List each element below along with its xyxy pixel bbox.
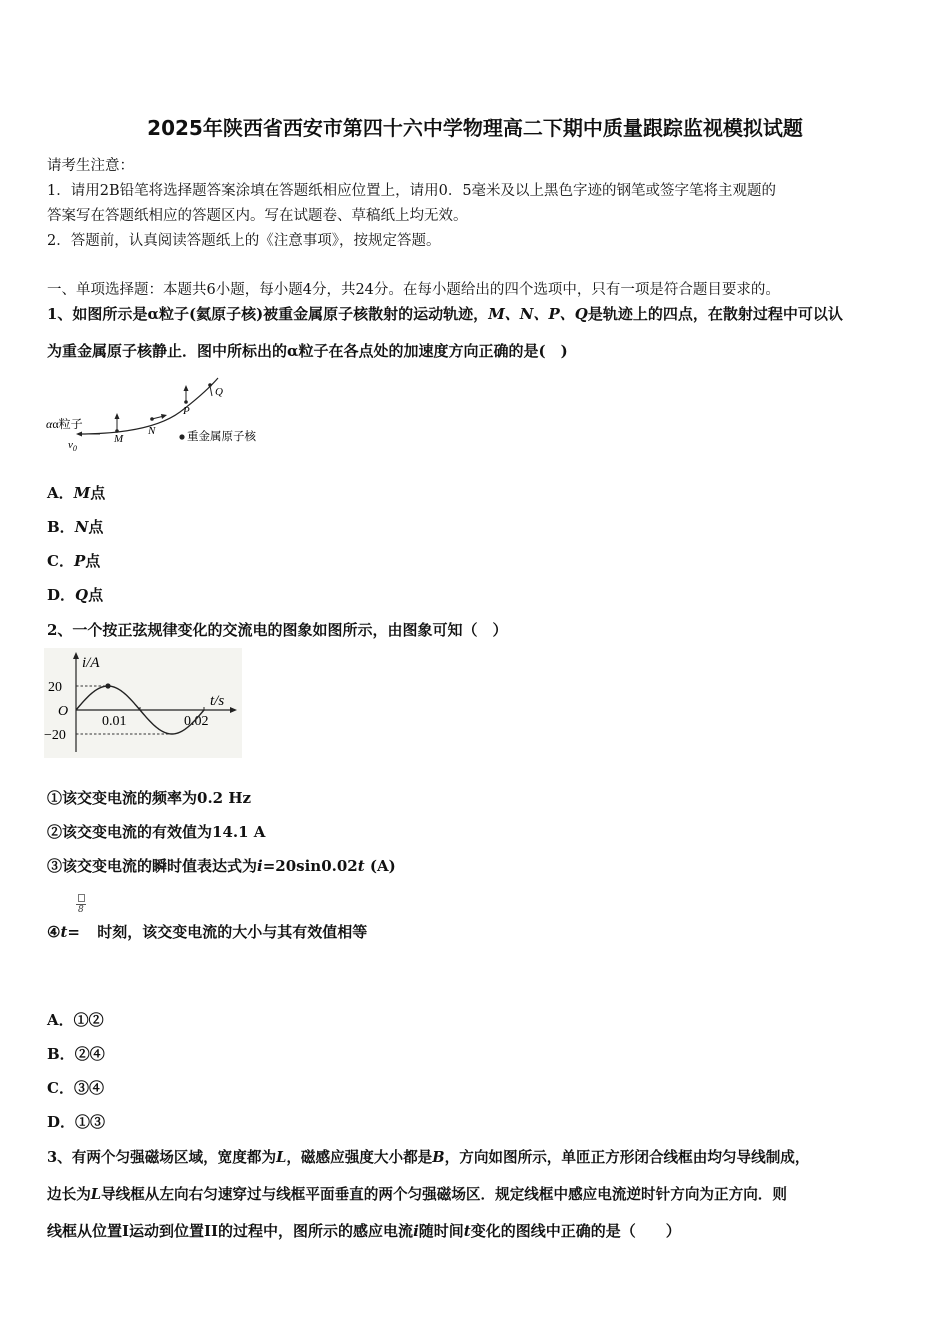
q2-option-c[interactable] [47,1077,104,1098]
option-letter: B． [47,518,75,536]
accel-arrowhead-n [161,414,167,419]
option-text: ①③ [75,1113,106,1131]
section-heading: 一、单项选择题：本题共6小题，每小题4分，共24分。在每小题给出的四个选项中，只有一项是符合题目要求的。 [47,282,780,298]
s4-text-a: ④ [47,923,61,941]
v0-arrowhead [76,432,82,437]
label-p: P [183,405,190,417]
option-letter: B． [47,1045,75,1063]
fraction [76,894,86,920]
s3-text-b: =20sin0.02 [262,857,358,875]
q2-current-chart [44,648,242,758]
option-letter: D． [47,1113,76,1131]
q2-option-a[interactable] [47,1009,104,1030]
q1-stem-line-1 [47,303,843,324]
x-tick-label: 0.01 [102,714,127,729]
option-var: N [74,518,89,536]
q2-option-d[interactable] [47,1111,105,1132]
alpha-label: αα粒子 [46,417,83,431]
option-text: 点 [88,518,104,536]
q1-text-b: 是轨迹上的四点，在散射过程中可以认 [587,305,843,323]
option-var: M [73,484,91,502]
q2-statement-3 [47,855,396,876]
notice-item-1-line-1: 1．请用2B铅笔将选择题答案涂填在答题纸相应位置上，请用0．5毫米及以上黑色字迹的钢笔或签字笔将主观题的 [47,183,777,199]
option-text: 点 [90,484,106,502]
option-letter: C． [47,1079,74,1097]
option-text: 点 [85,552,101,570]
q1-trajectory-figure [40,368,280,458]
q3-var-l: L [276,1149,287,1166]
s3-var-i: i [257,857,263,875]
label-n: N [148,425,156,437]
q1-option-a[interactable] [47,482,105,503]
s3-text-a: ③该交变电流的瞬时值表达式为 [47,857,258,875]
page-title: 2025年陕西省西安市第四十六中学物理高二下期中质量跟踪监视模拟试题 [147,116,803,140]
origin-label: O [58,704,69,719]
option-letter: A． [47,484,74,502]
missing-glyph-icon [78,894,85,902]
option-text: ②④ [74,1045,105,1063]
q2-option-b[interactable] [47,1043,105,1064]
q3-var-i: i [413,1222,419,1240]
q3-stem-line-2 [47,1183,787,1204]
accel-arrowhead-m [115,413,120,419]
q3-text-f: 线框从位置I运动到位置II的过程中，图所示的感应电流 [47,1222,414,1240]
nucleus-label: 重金属原子核 [187,431,256,443]
q1-text-a: 1、如图所示是α粒子(氦原子核)被重金属原子核散射的运动轨迹， [47,305,489,323]
q2-statement-2: ②该交变电流的有效值为14.1 A [47,823,266,841]
y-tick-label: −20 [44,728,66,743]
x-axis-label: t/s [210,693,225,709]
option-letter: A． [47,1011,74,1029]
option-text: 点 [88,586,104,604]
q3-stem-line-1 [47,1146,809,1167]
q1-stem-line-2: 为重金属原子核静止．图中所标出的α粒子在各点处的加速度方向正确的是( ) [47,342,568,360]
y-axis-label: i/A [82,655,100,671]
option-letter: C． [47,552,74,570]
q3-text-a: 3、有两个匀强磁场区域，宽度都为 [47,1149,277,1166]
notice-heading: 请考生注意： [47,158,134,174]
q1-option-c[interactable] [47,550,100,571]
option-text: ③④ [73,1079,104,1097]
s4-text-b: = [67,923,80,941]
accel-arrowhead-p [184,385,189,391]
q3-stem-line-3 [47,1220,681,1241]
option-var: Q [75,586,89,604]
s4-text-c: 时刻，该交变电流的大小与其有效值相等 [91,923,368,941]
q3-var-b: B [432,1149,445,1166]
q3-text-g: 随时间 [418,1222,464,1240]
label-q: Q [215,386,223,398]
option-text: ①② [73,1011,104,1029]
q1-option-d[interactable] [47,584,103,605]
s3-text-c: (A) [364,857,396,875]
q3-text-h: 变化的图线中正确的是（ ） [470,1222,681,1240]
q1-option-b[interactable] [47,516,103,537]
q1-points: M、N、P、Q [488,305,588,323]
q3-text-b: ，磁感应强度大小都是 [286,1149,433,1166]
notice-item-1-line-2: 答案写在答题纸相应的答题区内。写在试题卷、草稿纸上均无效。 [47,208,468,224]
y-tick-label: 20 [48,680,62,695]
data-point [105,683,110,688]
q2-stem: 2、一个按正弦规律变化的交流电的图象如图所示，由图象可知（ ） [47,621,508,639]
s3-var-t: t [357,857,365,875]
fraction-denominator: 8 [78,905,84,915]
accel-arrow-q [210,386,212,396]
s4-var-t: t [60,923,68,941]
q3-text-d: 边长为 [47,1186,91,1203]
q3-var-t: t [463,1222,471,1240]
q3-var-l: L [90,1186,102,1203]
heavy-nucleus [179,434,184,439]
v0-label: $v_0$ [68,439,77,453]
q3-text-e: 导线框从左向右匀速穿过与线框平面垂直的两个匀强磁场区．规定线框中感应电流逆时针方向为正方向．则 [101,1186,787,1203]
q3-text-c: ，方向如图所示，单匝正方形闭合线框由均匀导线制成， [444,1149,810,1166]
q2-statement-4 [47,921,367,942]
x-tick-label: 0.02 [184,714,209,729]
label-m: M [114,433,124,445]
q2-statement-1: ①该交变电流的频率为0.2 Hz [47,789,252,807]
option-var: P [73,552,86,570]
option-letter: D． [47,586,76,604]
notice-item-2: 2．答题前，认真阅读答题纸上的《注意事项》，按规定答题。 [47,233,441,249]
